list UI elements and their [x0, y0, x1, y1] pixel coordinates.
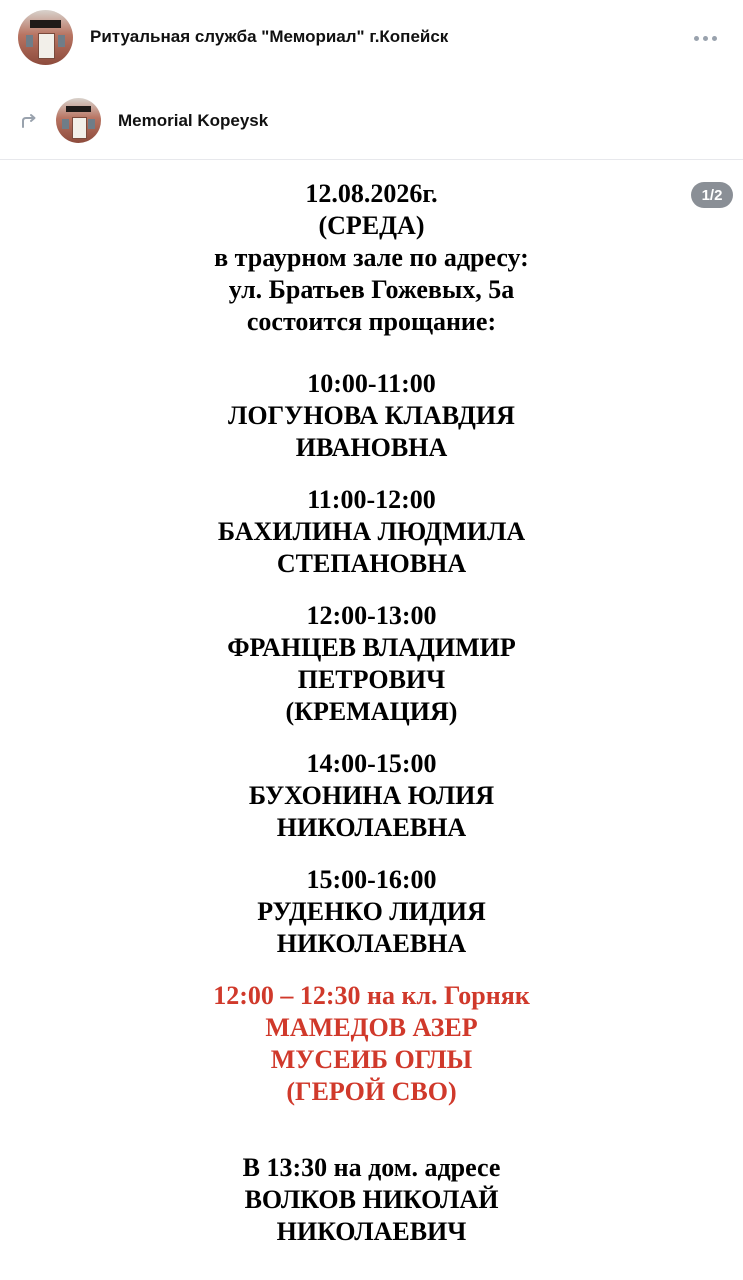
entry-note: (КРЕМАЦИЯ) [285, 697, 458, 726]
photo-counter: 1/2 [691, 182, 733, 208]
entry-name: БАХИЛИНА ЛЮДМИЛА [217, 517, 526, 546]
entry-time: 14:00-15:00 [306, 749, 437, 778]
poster-weekday: (СРЕДА) [318, 211, 425, 240]
entry-name: ФРАНЦЕВ ВЛАДИМИР [227, 633, 516, 662]
special-entry-time: 12:00 – 12:30 на кл. Горняк [213, 981, 530, 1010]
home-entry-name: НИКОЛАЕВИЧ [276, 1217, 467, 1246]
entry-time: 15:00-16:00 [306, 865, 437, 894]
source-name[interactable]: Memorial Kopeysk [118, 111, 269, 130]
entry-name: ПЕТРОВИЧ [297, 665, 446, 694]
group-avatar[interactable] [18, 10, 73, 65]
special-entry-name: МАМЕДОВ АЗЕР [265, 1013, 478, 1042]
poster-location-line: в траурном зале по адресу: [214, 243, 529, 272]
entry-name: ИВАНОВНА [295, 433, 448, 462]
entry-time: 11:00-12:00 [307, 485, 436, 514]
entry-name: РУДЕНКО ЛИДИЯ [257, 897, 486, 926]
entry-time: 12:00-13:00 [306, 601, 437, 630]
group-name[interactable]: Ритуальная служба "Мемориал" г.Копейск [90, 27, 449, 46]
entry-name: НИКОЛАЕВНА [276, 813, 467, 842]
repost-row [0, 86, 743, 156]
poster-text [0, 178, 743, 1248]
home-entry-name: ВОЛКОВ НИКОЛАЙ [244, 1185, 499, 1214]
entry-time: 10:00-11:00 [307, 369, 436, 398]
special-entry-note: (ГЕРОЙ СВО) [286, 1077, 457, 1106]
entry-name: НИКОЛАЕВНА [276, 929, 467, 958]
special-entry-name: МУСЕИБ ОГЛЫ [270, 1045, 473, 1074]
entry-name: СТЕПАНОВНА [276, 549, 467, 578]
post-header [0, 0, 743, 78]
more-horizontal-icon[interactable] [694, 30, 718, 46]
repost-arrow-icon [19, 112, 39, 132]
entry-name: БУХОНИНА ЮЛИЯ [248, 781, 495, 810]
source-avatar[interactable] [56, 98, 101, 143]
poster-date: 12.08.2026г. [305, 179, 438, 208]
home-entry-time: В 13:30 на дом. адресе [242, 1153, 501, 1182]
entry-name: ЛОГУНОВА КЛАВДИЯ [228, 401, 515, 430]
poster-address: ул. Братьев Гожевых, 5а [228, 275, 515, 304]
poster-farewell-line: состоится прощание: [246, 307, 497, 336]
